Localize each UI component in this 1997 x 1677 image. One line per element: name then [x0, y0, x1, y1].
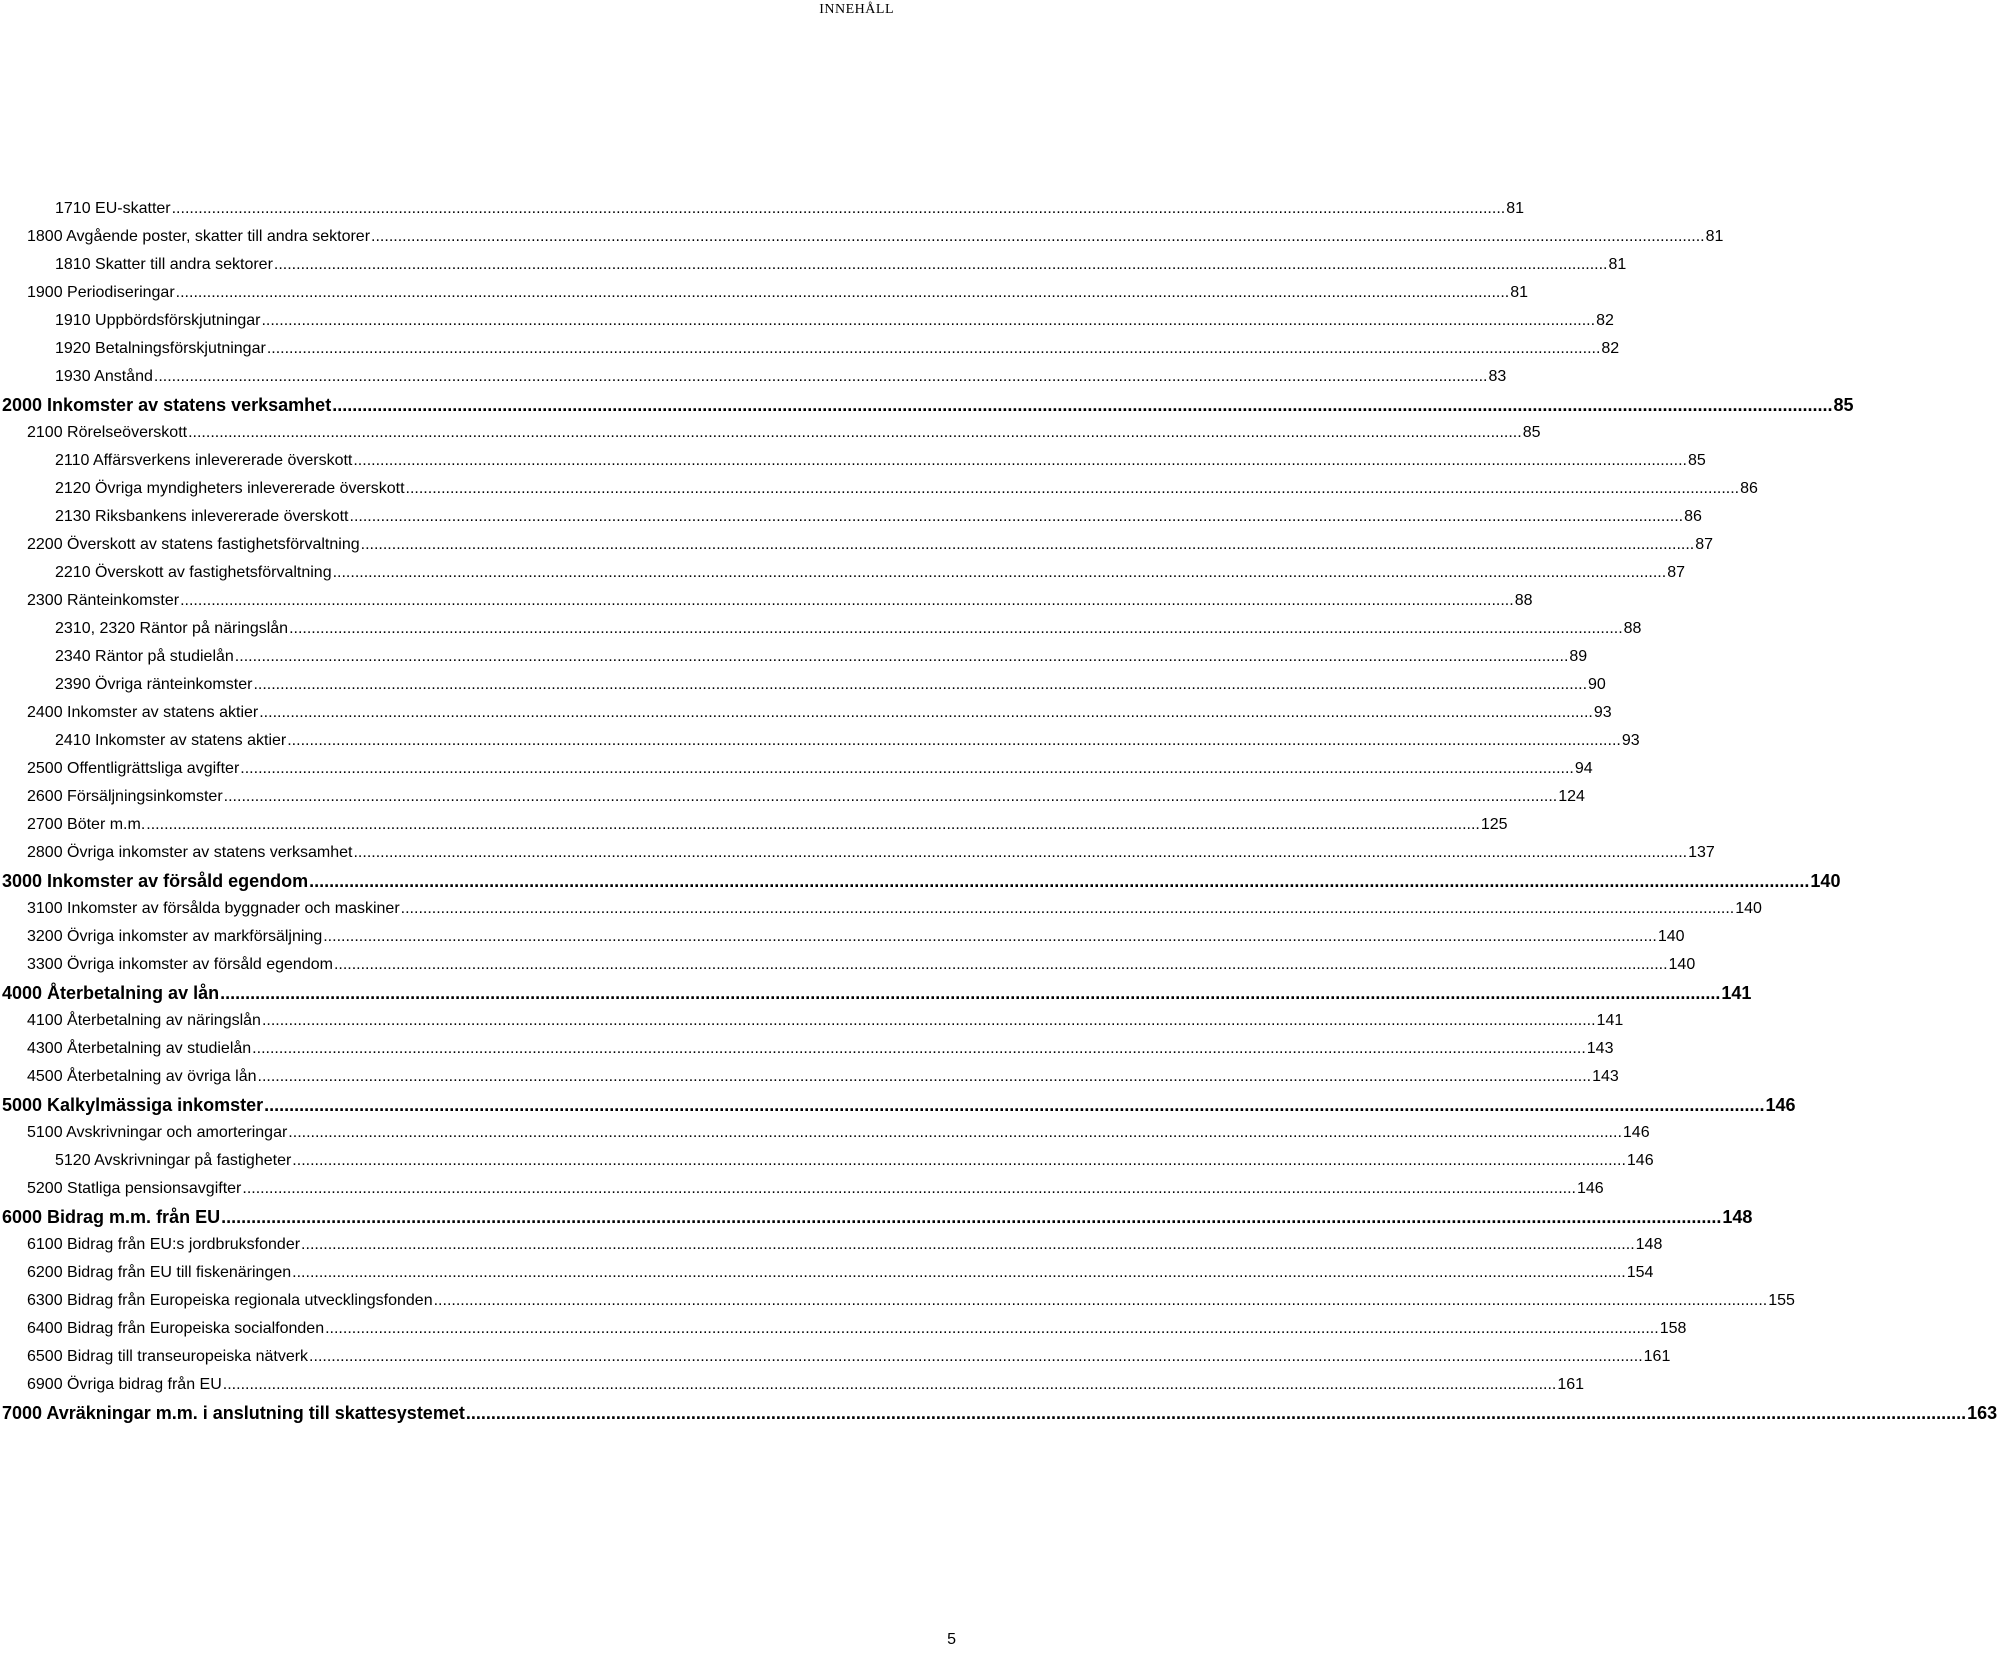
toc-entry-page: 82 [1596, 312, 1614, 329]
toc-leader-dots: ............................................................................................................................................................................................................................................................................................................ [221, 1207, 1722, 1227]
toc-entry-title: 6200 Bidrag från EU till fiskenäringen [27, 1264, 292, 1281]
toc-entry-page: 140 [1735, 900, 1762, 917]
toc-entry-page: 87 [1667, 564, 1685, 581]
toc-entry-title: 5100 Avskrivningar och amorteringar [27, 1124, 288, 1141]
toc-entry-title: 6500 Bidrag till transeuropeiska nätverk [27, 1348, 309, 1365]
toc-entry-title: 2310, 2320 Räntor på näringslån [55, 620, 289, 637]
toc-entry-title: 2100 Rörelseöverskott [27, 424, 188, 441]
toc-leader-dots: ............................................................................................................................................................................................................................................................................................................ [242, 1180, 1576, 1197]
toc-entry-page: 141 [1721, 983, 1752, 1003]
toc-entry-page: 140 [1668, 956, 1696, 973]
toc-leader-dots: ............................................................................................................................................................................................................................................................................................................ [289, 620, 1623, 637]
toc-entry-page: 87 [1695, 536, 1714, 553]
toc-leader-dots: ............................................................................................................................................................................................................................................................................................................ [360, 536, 1695, 553]
toc-entry-page: 161 [1557, 1376, 1585, 1393]
toc-leader-dots: ............................................................................................................................................................................................................................................................................................................ [292, 1152, 1626, 1169]
toc-entry-title: 6100 Bidrag från EU:s jordbruksfonder [27, 1236, 301, 1253]
toc-entry-page: 125 [1480, 816, 1508, 833]
toc-leader-dots: ............................................................................................................................................................................................................................................................................................................ [323, 928, 1657, 945]
toc-entry-title: 1800 Avgående poster, skatter till andra sektorer [27, 228, 371, 245]
toc-entry[interactable] [0, 358, 1507, 386]
toc-entry[interactable] [0, 442, 1706, 470]
toc-leader-dots: ............................................................................................................................................................................................................................................................................................................ [309, 1348, 1643, 1365]
toc-entry-title: 2200 Överskott av statens fastighetsförvaltning [27, 536, 360, 553]
toc-entry-title: 5000 Kalkylmässiga inkomster [2, 1095, 264, 1115]
toc-entry[interactable] [0, 1086, 1796, 1115]
table-of-contents [0, 190, 1997, 1423]
toc-entry[interactable] [0, 414, 1541, 442]
toc-entry-title: 6000 Bidrag m.m. från EU [2, 1207, 221, 1227]
toc-entry-page: 146 [1765, 1095, 1796, 1115]
toc-entry-page: 85 [1833, 395, 1854, 415]
toc-leader-dots: ............................................................................................................................................................................................................................................................................................................ [273, 256, 1608, 273]
toc-leader-dots: ............................................................................................................................................................................................................................................................................................................ [261, 1012, 1596, 1029]
toc-leader-dots: ............................................................................................................................................................................................................................................................................................................ [287, 732, 1621, 749]
toc-entry[interactable] [0, 1002, 1624, 1030]
toc-leader-dots: ............................................................................................................................................................................................................................................................................................................ [234, 648, 1569, 665]
toc-entry[interactable] [0, 218, 1724, 246]
toc-entry[interactable] [0, 778, 1585, 806]
toc-entry-page: 81 [1510, 284, 1529, 301]
toc-entry-page: 148 [1722, 1207, 1753, 1227]
toc-leader-dots: ............................................................................................................................................................................................................................................................................................................ [220, 983, 1721, 1003]
toc-entry-page: 83 [1488, 368, 1507, 385]
toc-entry[interactable] [0, 1170, 1604, 1198]
toc-entry-title: 4100 Återbetalning av näringslån [27, 1012, 261, 1029]
toc-entry-title: 3100 Inkomster av försålda byggnader och maskiner [27, 900, 400, 917]
toc-entry[interactable] [0, 554, 1685, 582]
toc-entry-title: 2500 Offentligrättsliga avgifter [27, 760, 240, 777]
toc-entry-page: 81 [1705, 228, 1724, 245]
toc-entry[interactable] [0, 1254, 1654, 1282]
page-number: 5 [947, 1631, 956, 1648]
toc-entry-title: 2390 Övriga ränteinkomster [55, 676, 253, 693]
toc-entry-title: 2410 Inkomster av statens aktier [55, 732, 287, 749]
toc-entry-page: 148 [1635, 1236, 1663, 1253]
toc-leader-dots: ............................................................................................................................................................................................................................................................................................................ [332, 395, 1833, 415]
toc-entry-page: 146 [1622, 1124, 1650, 1141]
toc-entry-page: 90 [1588, 676, 1606, 693]
toc-entry-page: 143 [1586, 1040, 1614, 1057]
toc-entry-page: 146 [1576, 1180, 1604, 1197]
toc-leader-dots: ............................................................................................................................................................................................................................................................................................................ [240, 760, 1574, 777]
toc-leader-dots: ............................................................................................................................................................................................................................................................................................................ [301, 1236, 1635, 1253]
toc-entry-page: 94 [1574, 760, 1593, 777]
toc-entry-title: 1930 Anstånd [55, 368, 153, 385]
toc-leader-dots: ............................................................................................................................................................................................................................................................................................................ [259, 704, 1593, 721]
toc-entry-page: 81 [1506, 200, 1524, 217]
toc-leader-dots: ............................................................................................................................................................................................................................................................................................................ [405, 480, 1740, 497]
toc-entry-title: 3000 Inkomster av försåld egendom [2, 871, 309, 891]
toc-entry-page: 85 [1522, 424, 1541, 441]
toc-entry-title: 6300 Bidrag från Europeiska regionala utvecklingsfonden [27, 1292, 433, 1309]
toc-leader-dots: ............................................................................................................................................................................................................................................................................................................ [153, 368, 1488, 385]
toc-entry-page: 161 [1643, 1348, 1671, 1365]
toc-leader-dots: ............................................................................................................................................................................................................................................................................................................ [288, 1124, 1622, 1141]
toc-leader-dots: ............................................................................................................................................................................................................................................................................................................ [257, 1068, 1592, 1085]
toc-leader-dots: ............................................................................................................................................................................................................................................................................................................ [252, 1040, 1586, 1057]
toc-entry-page: 86 [1740, 480, 1758, 497]
toc-entry-title: 5200 Statliga pensionsavgifter [27, 1180, 242, 1197]
toc-entry-title: 2110 Affärsverkens inlevererade överskott [55, 452, 353, 469]
toc-entry-title: 2340 Räntor på studielån [55, 648, 234, 665]
toc-entry-page: 85 [1687, 452, 1706, 469]
toc-entry-title: 1710 EU-skatter [55, 200, 171, 217]
toc-entry-page: 146 [1626, 1152, 1654, 1169]
toc-entry[interactable] [0, 666, 1606, 694]
toc-entry-title: 2300 Ränteinkomster [27, 592, 180, 609]
toc-entry-page: 86 [1684, 508, 1702, 525]
toc-entry-page: 158 [1659, 1320, 1687, 1337]
toc-entry[interactable] [0, 918, 1685, 946]
toc-entry-title: 1920 Betalningsförskjutningar [55, 340, 266, 357]
toc-entry-page: 143 [1592, 1068, 1619, 1085]
toc-entry-title: 2210 Överskott av fastighetsförvaltning [55, 564, 332, 581]
toc-entry-title: 2700 Böter m.m. [27, 816, 146, 833]
toc-entry[interactable] [0, 1366, 1585, 1394]
toc-entry-title: 2400 Inkomster av statens aktier [27, 704, 259, 721]
toc-leader-dots: ............................................................................................................................................................................................................................................................................................................ [333, 956, 1668, 973]
toc-entry[interactable] [0, 1030, 1614, 1058]
toc-entry[interactable] [0, 834, 1715, 862]
toc-entry-title: 4000 Återbetalning av lån [2, 983, 220, 1003]
toc-leader-dots: ............................................................................................................................................................................................................................................................................................................ [292, 1264, 1626, 1281]
toc-leader-dots: ............................................................................................................................................................................................................................................................................................................ [253, 676, 1588, 693]
toc-leader-dots: ............................................................................................................................................................................................................................................................................................................ [349, 508, 1684, 525]
toc-entry-page: 155 [1768, 1292, 1795, 1309]
toc-leader-dots: ............................................................................................................................................................................................................................................................................................................ [332, 564, 1667, 581]
toc-entry-page: 89 [1569, 648, 1588, 665]
toc-leader-dots: ............................................................................................................................................................................................................................................................................................................ [353, 844, 1688, 861]
toc-entry[interactable] [0, 1310, 1687, 1338]
toc-leader-dots: ............................................................................................................................................................................................................................................................................................................ [325, 1320, 1659, 1337]
toc-entry[interactable] [0, 610, 1642, 638]
toc-entry-page: 137 [1688, 844, 1715, 861]
toc-entry-page: 140 [1810, 871, 1841, 891]
toc-entry-title: 1910 Uppbördsförskjutningar [55, 312, 261, 329]
toc-entry-title: 3200 Övriga inkomster av markförsäljning [27, 928, 323, 945]
toc-leader-dots: ............................................................................................................................................................................................................................................................................................................ [433, 1292, 1768, 1309]
toc-entry[interactable] [0, 386, 1854, 415]
toc-entry-page: 88 [1623, 620, 1642, 637]
toc-entry[interactable] [0, 1198, 1753, 1227]
toc-leader-dots: ............................................................................................................................................................................................................................................................................................................ [309, 871, 1810, 891]
toc-leader-dots: ............................................................................................................................................................................................................................................................................................................ [188, 424, 1522, 441]
toc-leader-dots: ............................................................................................................................................................................................................................................................................................................ [266, 340, 1601, 357]
toc-entry-page: 82 [1601, 340, 1620, 357]
toc-entry-page: 140 [1657, 928, 1685, 945]
toc-entry[interactable] [0, 274, 1529, 302]
toc-entry-title: 2600 Försäljningsinkomster [27, 788, 223, 805]
toc-entry-title: 2000 Inkomster av statens verksamhet [2, 395, 332, 415]
toc-entry[interactable] [0, 246, 1627, 274]
toc-entry-page: 124 [1558, 788, 1585, 805]
toc-entry[interactable] [0, 722, 1640, 750]
toc-leader-dots: ............................................................................................................................................................................................................................................................................................................ [180, 592, 1514, 609]
toc-entry[interactable] [0, 302, 1614, 330]
toc-entry[interactable] [0, 638, 1588, 666]
toc-entry[interactable] [0, 1394, 1997, 1423]
toc-entry-title: 2120 Övriga myndigheters inlevererade överskott [55, 480, 405, 497]
toc-entry-title: 4500 Återbetalning av övriga lån [27, 1068, 257, 1085]
toc-entry-title: 2800 Övriga inkomster av statens verksamhet [27, 844, 353, 861]
toc-entry[interactable] [0, 694, 1612, 722]
toc-leader-dots: ............................................................................................................................................................................................................................................................................................................ [261, 312, 1596, 329]
toc-leader-dots: ............................................................................................................................................................................................................................................................................................................ [222, 1376, 1557, 1393]
toc-entry[interactable] [0, 1114, 1650, 1142]
toc-entry-title: 4300 Återbetalning av studielån [27, 1040, 252, 1057]
toc-entry-title: 1810 Skatter till andra sektorer [55, 256, 273, 273]
toc-entry[interactable] [0, 526, 1714, 554]
toc-entry[interactable] [0, 890, 1762, 918]
toc-entry[interactable] [0, 862, 1841, 891]
toc-leader-dots: ............................................................................................................................................................................................................................................................................................................ [400, 900, 1735, 917]
toc-leader-dots: ............................................................................................................................................................................................................................................................................................................ [371, 228, 1705, 245]
toc-entry-title: 6400 Bidrag från Europeiska socialfonden [27, 1320, 325, 1337]
toc-entry-title: 6900 Övriga bidrag från EU [27, 1376, 222, 1393]
toc-leader-dots: ............................................................................................................................................................................................................................................................................................................ [171, 200, 1506, 217]
toc-entry[interactable] [0, 750, 1593, 778]
toc-entry-page: 141 [1596, 1012, 1624, 1029]
toc-entry[interactable] [0, 806, 1508, 834]
toc-entry[interactable] [0, 1338, 1671, 1366]
toc-entry-title: 1900 Periodiseringar [27, 284, 175, 301]
toc-entry[interactable] [0, 1142, 1654, 1170]
toc-leader-dots: ............................................................................................................................................................................................................................................................................................................ [175, 284, 1510, 301]
toc-entry-title: 3300 Övriga inkomster av försåld egendom [27, 956, 333, 973]
toc-entry[interactable] [0, 974, 1752, 1003]
toc-entry[interactable] [0, 946, 1696, 974]
toc-entry[interactable] [0, 1226, 1663, 1254]
toc-leader-dots: ............................................................................................................................................................................................................................................................................................................ [264, 1095, 1765, 1115]
toc-entry-page: 88 [1514, 592, 1533, 609]
toc-entry[interactable] [0, 190, 1524, 218]
toc-entry-title: 7000 Avräkningar m.m. i anslutning till skattesystemet [2, 1403, 465, 1423]
toc-leader-dots: ............................................................................................................................................................................................................................................................................................................ [146, 816, 1480, 833]
toc-entry[interactable] [0, 470, 1758, 498]
toc-entry-title: 2130 Riksbankens inlevererade överskott [55, 508, 349, 525]
toc-leader-dots: ............................................................................................................................................................................................................................................................................................................ [465, 1403, 1967, 1423]
toc-entry[interactable] [0, 1282, 1795, 1310]
toc-entry-page: 93 [1621, 732, 1640, 749]
toc-entry-page: 81 [1608, 256, 1627, 273]
toc-entry-page: 154 [1626, 1264, 1654, 1281]
toc-leader-dots: ............................................................................................................................................................................................................................................................................................................ [223, 788, 1558, 805]
toc-entry[interactable] [0, 330, 1620, 358]
toc-entry-page: 93 [1593, 704, 1612, 721]
toc-entry-page: 163 [1967, 1403, 1997, 1423]
toc-entry-title: 5120 Avskrivningar på fastigheter [55, 1152, 292, 1169]
toc-entry[interactable] [0, 582, 1533, 610]
toc-entry[interactable] [0, 1058, 1619, 1086]
toc-entry[interactable] [0, 498, 1702, 526]
section-header: INNEHÅLL [819, 2, 894, 17]
toc-leader-dots: ............................................................................................................................................................................................................................................................................................................ [353, 452, 1687, 469]
